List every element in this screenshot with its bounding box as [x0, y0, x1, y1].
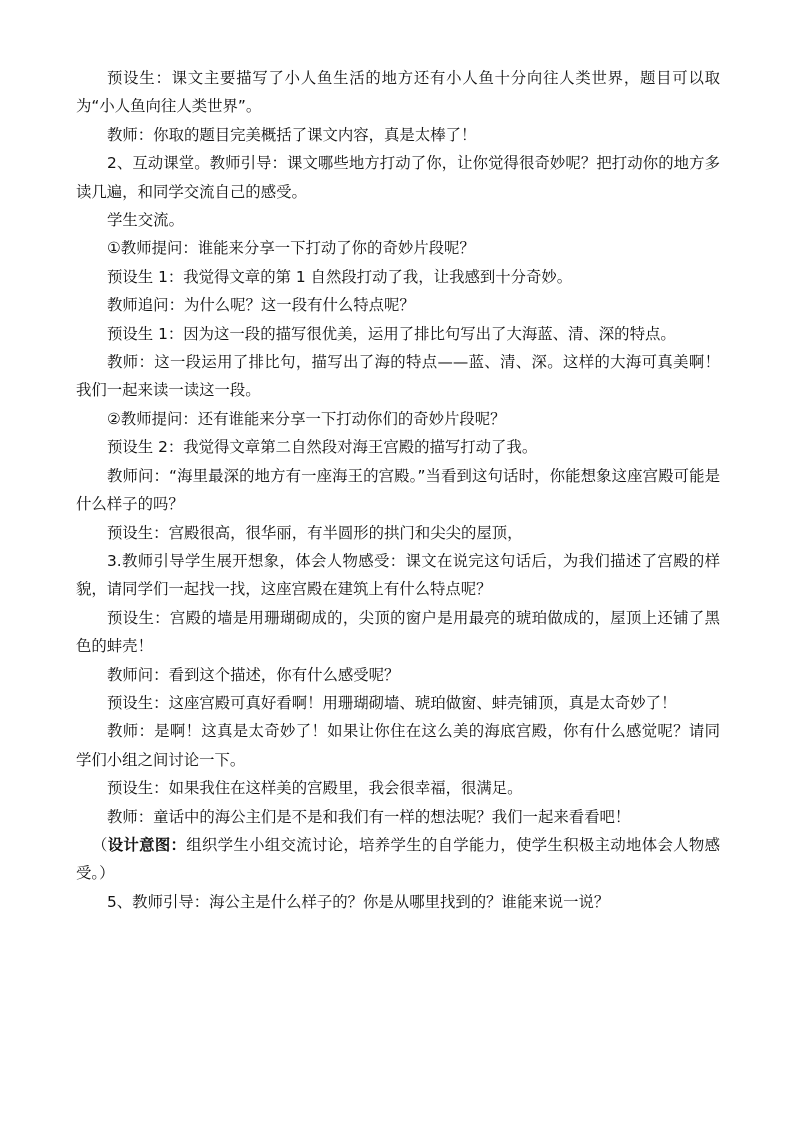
paragraph: 预设生：这座宫殿可真好看啊！用珊瑚砌墙、琥珀做窗、蚌壳铺顶，真是太奇妙了！: [107, 693, 677, 712]
design-intent-colon: ：: [170, 835, 187, 854]
paragraph: 预设生：宫殿的墙是用珊瑚砌成的，尖顶的窗户是用最亮的琥珀做成的，屋顶上还铺了黑色的蚌壳！: [76, 608, 720, 656]
paragraph: 2、互动课堂。教师引导：课文哪些地方打动了你，让你觉得很奇妙呢？把打动你的地方多读几遍，和同学交流自己的感受。: [76, 154, 720, 201]
paragraph: 5、教师引导：海公主是什么样子的？你是从哪里找到的？谁能来说一说？: [107, 892, 610, 911]
design-intent-open: （: [92, 835, 108, 854]
paragraph: 教师问：“海里最深的地方有一座海王的宫殿。”当看到这句话时，你能想象这座宫殿可能是什么样子的吗？: [76, 466, 720, 514]
paragraph: ①教师提问：谁能来分享一下打动了你的奇妙片段呢？: [107, 239, 475, 258]
paragraph: 预设生 1：我觉得文章的第 1 自然段打动了我，让我感到十分奇妙。: [107, 267, 573, 286]
paragraph: 教师：童话中的海公主们是不是和我们有一样的想法呢？我们一起来看看吧！: [107, 807, 631, 826]
design-intent-note: [76, 831, 720, 888]
paragraph: 教师：你取的题目完美概括了课文内容，真是太棒了！: [107, 125, 477, 144]
design-intent-body: 组织学生小组交流讨论，培养学生的自学能力，使学生积极主动地体会人物感受。）: [76, 835, 720, 883]
paragraph: 预设生：宫殿很高，很华丽，有半圆形的拱门和尖尖的屋顶，: [107, 523, 523, 542]
design-intent-label: 设计意图: [107, 835, 171, 854]
paragraph: 预设生：如果我住在这样美的宫殿里，我会很幸福，很满足。: [107, 779, 523, 798]
paragraph: 预设生 2：我觉得文章第二自然段对海王宫殿的描写打动了我。: [107, 438, 538, 457]
paragraph: 教师：这一段运用了排比句，描写出了海的特点——蓝、清、深。这样的大海可真美啊！我们一起来读一读这一段。: [76, 353, 720, 400]
paragraph: 学生交流。: [107, 211, 184, 230]
paragraph: 教师问：看到这个描述，你有什么感受呢？: [107, 665, 400, 684]
paragraph: 预设生 1：因为这一段的描写很优美，运用了排比句写出了大海蓝、清、深的特点。: [107, 324, 676, 343]
document-page: [76, 64, 720, 916]
paragraph: 预设生：课文主要描写了小人鱼生活的地方还有小人鱼十分向往人类世界，题目可以取为“小人鱼向往人类世界”。: [76, 69, 720, 116]
paragraph: 教师追问：为什么呢？这一段有什么特点呢？: [107, 296, 415, 315]
paragraph: ②教师提问：还有谁能来分享一下打动你们的奇妙片段呢？: [107, 409, 506, 428]
paragraph: 3.教师引导学生展开想象，体会人物感受：课文在说完这句话后，为我们描述了宫殿的样貌，请同学们一起找一找，这座宫殿在建筑上有什么特点呢？: [76, 551, 720, 599]
paragraph: 教师：是啊！这真是太奇妙了！如果让你住在这么美的海底宫殿，你有什么感觉呢？请同学们小组之间讨论一下。: [76, 722, 720, 769]
